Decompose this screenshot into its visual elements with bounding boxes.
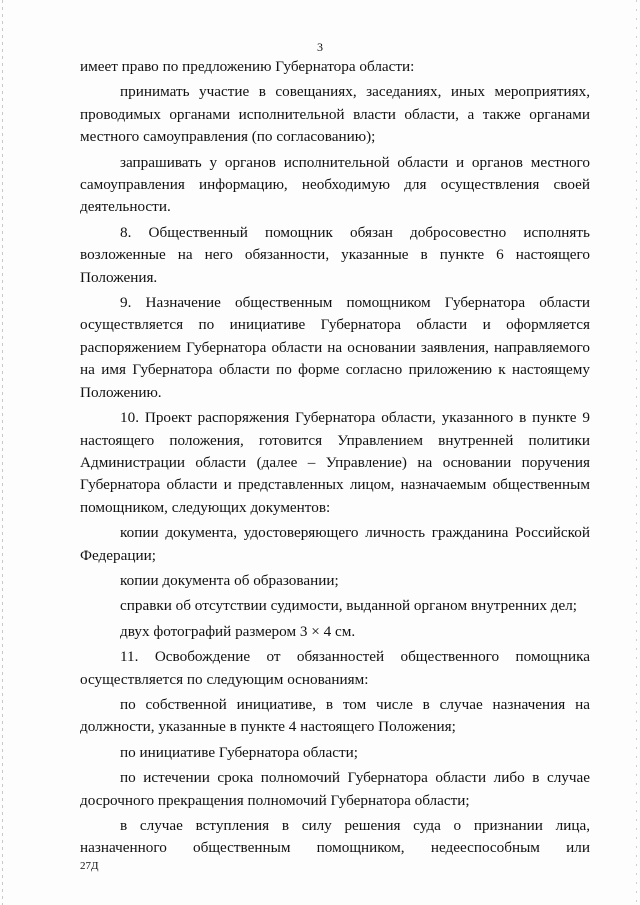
paragraph-doc-photos: двух фотографий размером 3 × 4 см. (120, 622, 356, 640)
paragraph-release-court-decision: в случае вступления в силу решения суда о признании лица, назначенного общественным помощником, недееспособным или (80, 817, 590, 857)
paragraph-rights-request: запрашивать у органов исполнительной области и органов местного самоуправления информацию, необходимую для осуществления своей деятельности. (80, 153, 590, 216)
paragraph-rights-participate: принимать участие в совещаниях, заседаниях, иных мероприятиях, проводимых органами исполнительной власти области, а также органами местного самоуправления (по согласованию); (80, 83, 590, 146)
paragraph-item-9: 9. Назначение общественным помощником Губернатора области осуществляется по инициативе Губернатора области и оформляется распоряжением Губернатора области на основании заявления, направляемого на имя Губернатора области по форме согласно приложению к настоящему Положению. (80, 294, 590, 401)
paragraph-doc-criminal-record: справки об отсутствии судимости, выданной органом внутренних дел; (120, 597, 577, 615)
paragraph-release-term-expiry: по истечении срока полномочий Губернатора области либо в случае досрочного прекращения полномочий Губернатора области; (80, 769, 590, 809)
paragraph-item-11: 11. Освобождение от обязанностей общественного помощника осуществляется по следующим основаниям: (80, 648, 590, 688)
paragraph-release-governor-initiative: по инициативе Губернатора области; (120, 743, 358, 761)
paragraph-item-8: 8. Общественный помощник обязан добросовестно исполнять возложенные на него обязанности, указанные в пункте 6 настоящего Положения. (80, 223, 590, 286)
scan-edge-right (636, 0, 637, 905)
paragraph-intro: имеет право по предложению Губернатора области: (80, 58, 415, 75)
scan-edge-left (2, 0, 3, 905)
paragraph-item-10: 10. Проект распоряжения Губернатора области, указанного в пункте 9 настоящего положения, готовится Управлением внутренней политики Администрации области (далее – Управление) на основании поручения Губернатора области и представленных лицом, назначаемым общественным помощником, следующих документов: (80, 409, 590, 516)
paragraph-release-own-initiative: по собственной инициативе, в том числе в случае назначения на должности, указанные в пункте 4 настоящего Положения; (80, 695, 590, 736)
footer-code: 27Д (80, 860, 99, 872)
page-number: 3 (317, 40, 323, 54)
document-body (80, 56, 590, 860)
paragraph-doc-education: копии документа об образовании; (120, 571, 339, 589)
paragraph-doc-identity: копии документа, удостоверяющего личность гражданина Российской Федерации; (80, 524, 590, 564)
